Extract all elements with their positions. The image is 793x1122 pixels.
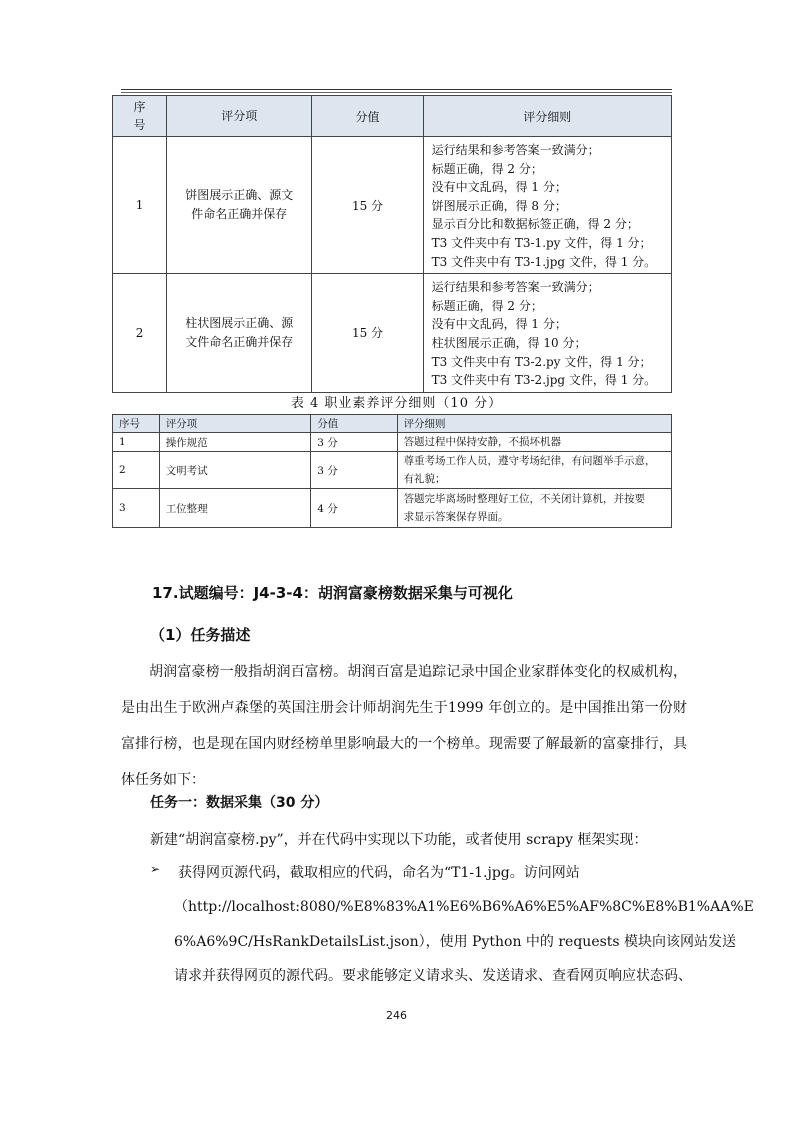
header-rule [121,89,672,90]
table-header-row [113,415,672,433]
header-score: 分值 [311,415,397,433]
row-detail: 运行结果和参考答案一致满分； 标题正确，得 2 分； 没有中文乱码，得 1 分； 柱状图展示正确，得 10 分； T3 文件夹中有 T3-2.py 文件，得 1 分； T3 文件夹中有 T3-2.jpg 文件，得 1 分。 [423,274,671,393]
bullet-text: 获得网页源代码，截取相应的代码，命名为“T1-1.jpg。访问网站 [178,865,580,881]
row-item: 饼图展示正确、源文 件命名正确并保存 [167,137,312,274]
table-row [113,274,672,393]
scoring-table-2 [112,414,672,528]
row-item: 柱状图展示正确、源 文件命名正确并保存 [167,274,312,393]
row-detail: 答题过程中保持安静，不损坏机器 [397,433,671,452]
header-score: 分值 [312,96,423,137]
header-item: 评分项 [159,415,311,433]
task-description-paragraph: 胡润富豪榜一般指胡润百富榜。胡润百富是追踪记录中国企业家群体变化的权威机构，是由出生于欧洲卢森堡的英国注册会计师胡润先生于1999 年创立的。是中国推出第一份财富排行榜，也是现在国内财经榜单里影响最大的一个榜单。现需要了解最新的富豪排行，具体任务如下： [121,664,687,788]
row-score: 4 分 [311,489,397,528]
table-caption: 表 4 职业素养评分细则（10 分） [290,396,503,411]
url-line: 请求并获得网页的源代码。要求能够定义请求头、发送请求、查看网页响应状态码、 [174,968,692,984]
table-row [113,137,672,274]
url-line: 6%A6%9C/HsRankDetailsList.json），使用 Python 中的 requests 模块向该网站发送 [174,933,737,950]
row-item: 操作规范 [159,433,311,452]
header-no: 序 号 [113,96,167,137]
section-subheading: （1）任务描述 [150,626,251,644]
instruction-line: 新建“胡润富豪榜.py”，并在代码中实现以下功能，或者使用 scrapy 框架实现： [150,832,648,848]
table-header-row [113,96,672,137]
header-rule-thin [121,92,672,93]
row-no: 3 [113,489,160,528]
url-line: （http://localhost:8080/%E8%83%A1%E6%B6%A6%E5%AF%8C%E8%B1%AA%E [174,899,754,915]
row-no: 1 [113,137,167,274]
url-block [174,890,754,994]
row-detail: 运行结果和参考答案一致满分； 标题正确，得 2 分； 没有中文乱码，得 1 分； 饼图展示正确，得 8 分； 显示百分比和数据标签正确，得 2 分； T3 文件夹中有 T3-1.py 文件，得 1 分； T3 文件夹中有 T3-1.jpg 文件，得 1 分。 [423,137,671,274]
row-score: 15 分 [312,274,423,393]
row-score: 3 分 [311,452,397,489]
header-item: 评分项 [167,96,312,137]
row-score: 15 分 [312,137,423,274]
row-detail: 答题完毕离场时整理好工位，不关闭计算机，并按要 求显示答案保存界面。 [397,489,671,528]
row-no: 2 [113,274,167,393]
table-row [113,433,672,452]
bullet-arrow-icon: ➢ [150,862,161,876]
scoring-table-1 [112,95,672,393]
row-item: 工位整理 [159,489,311,528]
task-title: 任务一：数据采集（30 分） [150,795,329,811]
row-score: 3 分 [311,433,397,452]
question-heading: 17.试题编号：J4-3-4：胡润富豪榜数据采集与可视化 [152,584,513,602]
header-detail: 评分细则 [397,415,671,433]
table-row [113,452,672,489]
header-detail: 评分细则 [423,96,671,137]
row-item: 文明考试 [159,452,311,489]
row-detail: 尊重考场工作人员，遵守考场纪律，有问题举手示意， 有礼貌； [397,452,671,489]
row-no: 2 [113,452,160,489]
page-number: 246 [386,1009,407,1022]
table-row [113,489,672,528]
header-no: 序号 [113,415,160,433]
row-no: 1 [113,433,160,452]
